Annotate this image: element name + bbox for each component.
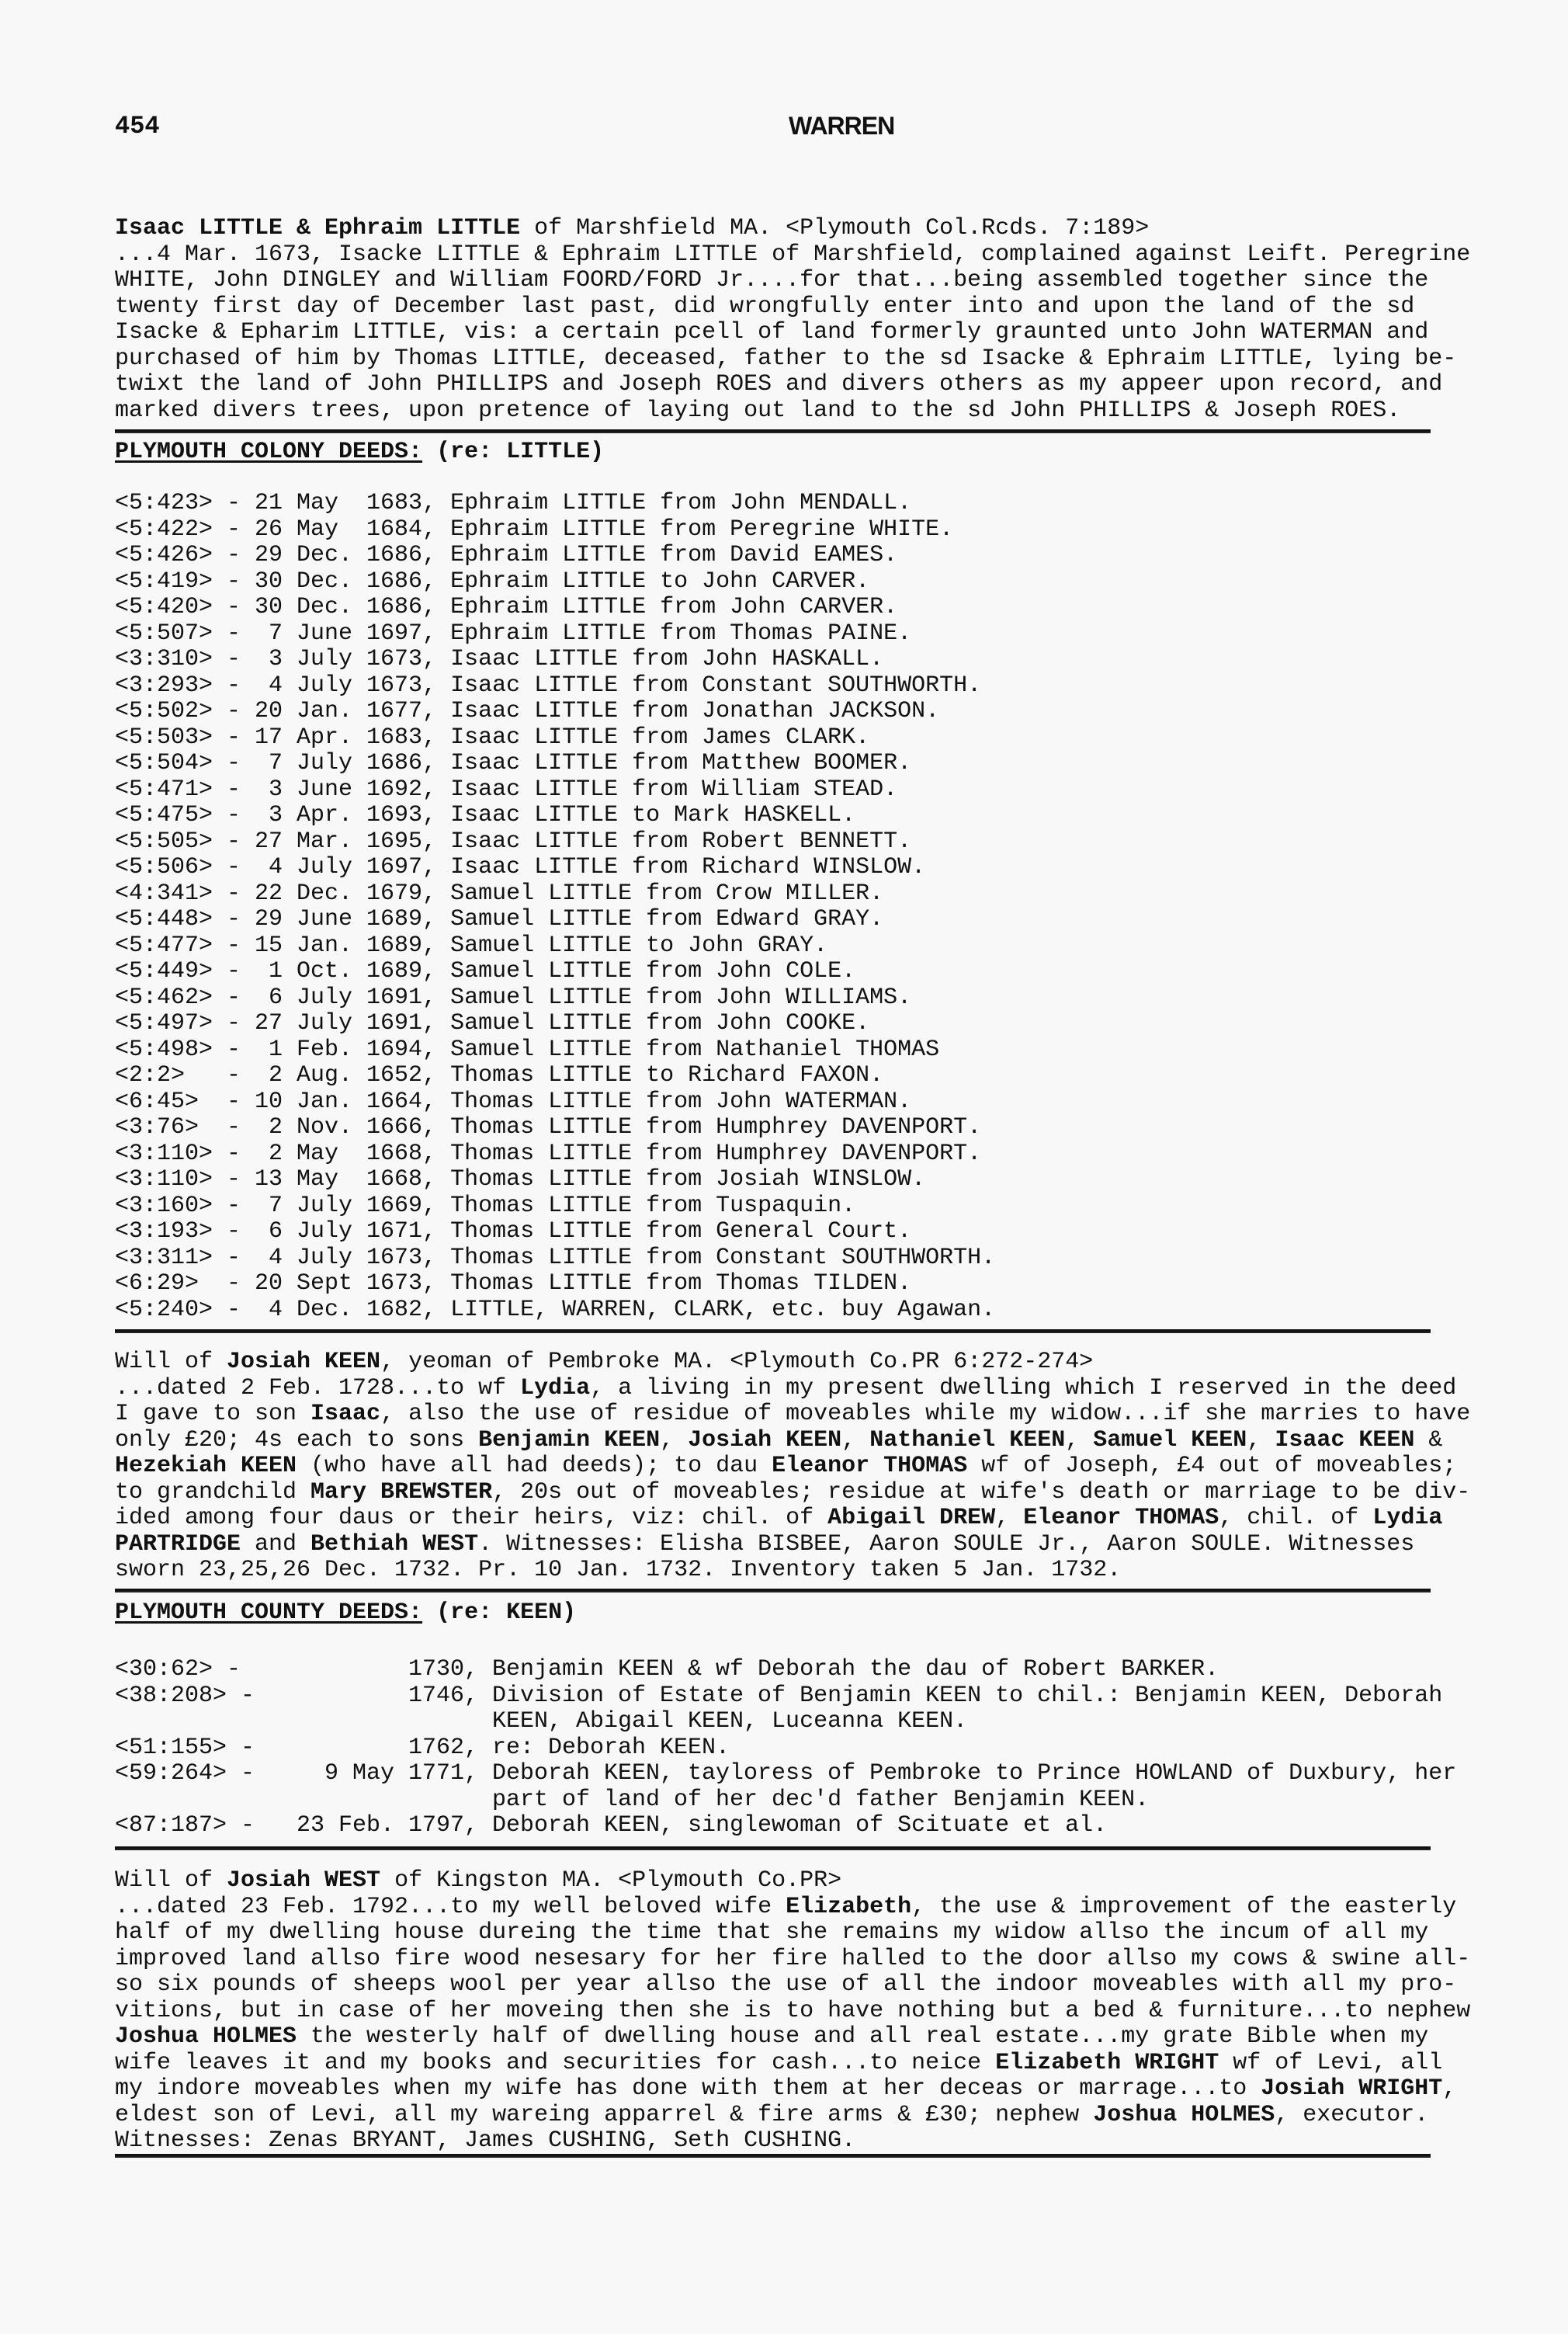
county-deeds-list bbox=[115, 1656, 1457, 1839]
will-text-line bbox=[115, 1374, 1457, 1402]
colony-deed-entry: <5:471> - 3 June 1692, Isaac LITTLE from William STEAD. bbox=[115, 776, 898, 803]
will-text-line bbox=[115, 1349, 1442, 1376]
deed-reference: <51:155> - bbox=[115, 1734, 255, 1761]
section-divider bbox=[115, 1329, 1431, 1333]
text-segment: . Witnesses: Elisha BISBEE, Aaron SOULE Jr., Aaron SOULE. Witnesses bbox=[478, 1530, 1415, 1558]
text-segment: ...dated 2 Feb. 1728...to wf bbox=[115, 1374, 521, 1401]
bold-name: Josiah WEST bbox=[227, 1867, 381, 1894]
bold-name: Joshua HOLMES bbox=[1093, 2101, 1275, 2128]
county-deeds-heading-subject: (re: KEEN) bbox=[422, 1599, 577, 1626]
will-text-line bbox=[115, 1868, 1442, 1895]
colony-deed-entry: <5:475> - 3 Apr. 1693, Isaac LITTLE to Mark HASKELL. bbox=[115, 802, 856, 828]
deed-year: 1746, bbox=[408, 1682, 479, 1709]
colony-deeds-heading-label: PLYMOUTH COLONY DEEDS: bbox=[115, 439, 423, 465]
bold-name: Abigail DREW bbox=[827, 1505, 996, 1531]
will-text-line bbox=[115, 2075, 1457, 2103]
bold-name: Isaac KEEN bbox=[1275, 1426, 1415, 1454]
deed-year: 1730, bbox=[408, 1656, 479, 1683]
colony-record-section bbox=[115, 215, 1471, 424]
text-segment: , chil. of bbox=[1219, 1505, 1373, 1531]
colony-deed-entry: <5:462> - 6 July 1691, Samuel LITTLE from John WILLIAMS. bbox=[115, 984, 912, 1011]
colony-deed-entry: <3:311> - 4 July 1673, Thomas LITTLE from Constant SOUTHWORTH. bbox=[115, 1244, 996, 1271]
bold-name: PARTRIDGE bbox=[115, 1530, 241, 1558]
colony-deed-entry: <6:45> - 10 Jan. 1664, Thomas LITTLE from John WATERMAN. bbox=[115, 1088, 912, 1115]
text-segment: only £20; 4s each to sons bbox=[115, 1426, 479, 1454]
deed-description: re: Deborah KEEN. bbox=[492, 1734, 730, 1761]
colony-deed-entry: <3:160> - 7 July 1669, Thomas LITTLE from Tuspaquin. bbox=[115, 1192, 856, 1219]
county-deed-continuation bbox=[115, 1709, 1442, 1735]
bold-name: Nathaniel KEEN bbox=[869, 1426, 1066, 1454]
colony-deed-entry: <3:76> - 2 Nov. 1666, Thomas LITTLE from Humphrey DAVENPORT. bbox=[115, 1114, 982, 1141]
colony-deed-entry: <5:423> - 21 May 1683, Ephraim LITTLE from John MENDALL. bbox=[115, 490, 912, 516]
section-divider bbox=[115, 1846, 1431, 1850]
colony-deed-entry: <3:110> - 13 May 1668, Thomas LITTLE from Josiah WINSLOW. bbox=[115, 1166, 926, 1193]
deed-reference: <87:187> - bbox=[115, 1812, 255, 1839]
section-divider bbox=[115, 429, 1431, 433]
record-text-line: purchased of him by Thomas LITTLE, deceased, father to the sd Isacke & Ephraim LITTLE, lying be- bbox=[115, 345, 1457, 372]
text-segment: Will of bbox=[115, 1349, 227, 1375]
text-segment: , the use & improvement of the easterly bbox=[911, 1893, 1457, 1920]
will-text-line bbox=[115, 1428, 1442, 1454]
deed-description: Deborah KEEN, tayloress of Pembroke to Prince HOWLAND of Duxbury, her bbox=[492, 1760, 1457, 1787]
colony-deed-entry: <3:293> - 4 July 1673, Isaac LITTLE from Constant SOUTHWORTH. bbox=[115, 672, 982, 699]
text-segment: (who have all had deeds); to dau bbox=[297, 1453, 772, 1479]
bold-name: Hezekiah KEEN bbox=[115, 1453, 297, 1479]
bold-name: Mary BREWSTER bbox=[310, 1478, 493, 1506]
record-text-line: ...4 Mar. 1673, Isacke LITTLE & Ephraim LITTLE of Marshfield, complained against Leift. Peregrine bbox=[115, 241, 1471, 268]
text-segment: Witnesses: Zenas BRYANT, James CUSHING, Seth CUSHING. bbox=[115, 2127, 856, 2154]
section-divider bbox=[115, 2154, 1431, 2158]
text-segment: I gave to son bbox=[115, 1401, 311, 1427]
text-segment: ...dated 23 Feb. 1792...to my well beloved wife bbox=[115, 1893, 786, 1920]
record-text-line: twixt the land of John PHILLIPS and Joseph ROES and divers others as my appeer upon record, and bbox=[115, 371, 1443, 398]
colony-deed-entry: <5:240> - 4 Dec. 1682, LITTLE, WARREN, CLARK, etc. buy Agawan. bbox=[115, 1296, 996, 1323]
deed-reference: <38:208> - bbox=[115, 1682, 255, 1709]
bold-name: Elizabeth bbox=[786, 1893, 912, 1920]
colony-deed-entry: <5:505> - 27 Mar. 1695, Isaac LITTLE from Robert BENNETT. bbox=[115, 828, 912, 855]
colony-deed-entry: <5:502> - 20 Jan. 1677, Isaac LITTLE from Jonathan JACKSON. bbox=[115, 698, 940, 724]
bold-name: Lydia bbox=[520, 1374, 591, 1401]
colony-deed-entry: <5:449> - 1 Oct. 1689, Samuel LITTLE from John COLE. bbox=[115, 958, 856, 985]
text-segment: , bbox=[660, 1426, 689, 1454]
record-text-line: twenty first day of December last past, did wrongfully enter into and upon the land of the sd bbox=[115, 293, 1415, 320]
deed-description: Division of Estate of Benjamin KEEN to chil.: Benjamin KEEN, Deborah bbox=[492, 1682, 1443, 1709]
colony-deed-entry: <5:448> - 29 June 1689, Samuel LITTLE from Edward GRAY. bbox=[115, 906, 884, 933]
colony-deed-entry: <5:420> - 30 Dec. 1686, Ephraim LITTLE from John CARVER. bbox=[115, 594, 898, 620]
bold-name: Bethiah WEST bbox=[310, 1530, 479, 1558]
text-segment: eldest son of Levi, all my wareing apparrel & fire arms & £30; nephew bbox=[115, 2101, 1094, 2128]
will-josiah-west bbox=[115, 1867, 1471, 2155]
colony-deed-entry: <5:503> - 17 Apr. 1683, Isaac LITTLE from James CLARK. bbox=[115, 724, 870, 751]
page-number: 454 bbox=[115, 112, 160, 141]
colony-deeds-heading-subject: (re: LITTLE) bbox=[422, 439, 605, 465]
will-text-line bbox=[115, 1945, 1471, 1973]
county-deeds-heading bbox=[115, 1600, 576, 1627]
colony-deed-entry: <5:497> - 27 July 1691, Samuel LITTLE from John COOKE. bbox=[115, 1010, 870, 1037]
colony-deeds-heading bbox=[115, 439, 604, 466]
text-segment: & bbox=[1414, 1426, 1443, 1454]
colony-deed-entry: <5:419> - 30 Dec. 1686, Ephraim LITTLE to John CARVER. bbox=[115, 568, 870, 595]
deed-description: Benjamin KEEN & wf Deborah the dau of Robert BARKER. bbox=[492, 1656, 1219, 1683]
deed-reference: <59:264> - bbox=[115, 1760, 255, 1787]
county-deed-continuation bbox=[115, 1787, 1442, 1814]
county-deed-entry bbox=[115, 1683, 1442, 1710]
record-text-line: Isacke & Epharim LITTLE, vis: a certain pcell of land formerly graunted unto John WATERMAN and bbox=[115, 319, 1429, 346]
will-text-line bbox=[115, 1971, 1457, 1999]
bold-name: Joshua HOLMES bbox=[115, 2023, 297, 2050]
will-text-line bbox=[115, 1506, 1442, 1532]
will-josiah-keen bbox=[115, 1349, 1471, 1584]
colony-deed-entry: <5:477> - 15 Jan. 1689, Samuel LITTLE to John GRAY. bbox=[115, 932, 828, 959]
colony-deed-entry: <5:498> - 1 Feb. 1694, Samuel LITTLE from Nathaniel THOMAS bbox=[115, 1036, 940, 1063]
colony-deed-entry: <3:110> - 2 May 1668, Thomas LITTLE from Humphrey DAVENPORT. bbox=[115, 1140, 982, 1167]
text-segment: ided among four daus or their heirs, viz: chil. of bbox=[115, 1505, 828, 1531]
text-segment: , bbox=[1247, 1426, 1275, 1454]
text-segment: Will of bbox=[115, 1867, 227, 1894]
will-text-line bbox=[115, 1478, 1471, 1506]
text-segment: , bbox=[1065, 1426, 1094, 1454]
text-segment: , yeoman of Pembroke MA. <Plymouth Co.PR 6:272-274> bbox=[380, 1349, 1094, 1375]
deed-description: Deborah KEEN, singlewoman of Scituate et al. bbox=[492, 1812, 1108, 1839]
text-segment: wife leaves it and my books and securities for cash...to neice bbox=[115, 2049, 996, 2076]
county-deed-entry bbox=[115, 1760, 1457, 1787]
colony-deed-entry: <5:507> - 7 June 1697, Ephraim LITTLE from Thomas PAINE. bbox=[115, 620, 912, 647]
text-segment: sworn 23,25,26 Dec. 1732. Pr. 10 Jan. 1732. Inventory taken 5 Jan. 1732. bbox=[115, 1557, 1122, 1583]
will-text-line bbox=[115, 2024, 1442, 2051]
deed-year: 1762, bbox=[408, 1734, 479, 1761]
county-deeds-heading-label: PLYMOUTH COUNTY DEEDS: bbox=[115, 1599, 423, 1626]
text-segment: , bbox=[1442, 2075, 1457, 2102]
colony-deed-entry: <3:193> - 6 July 1671, Thomas LITTLE from General Court. bbox=[115, 1218, 912, 1245]
deed-date: 23 Feb. bbox=[296, 1812, 394, 1839]
record-title-source: of Marshfield MA. <Plymouth Col.Rcds. 7:189> bbox=[520, 215, 1150, 241]
will-text-line bbox=[115, 1893, 1457, 1921]
deed-reference: <30:62> - bbox=[115, 1656, 241, 1683]
will-text-line bbox=[115, 2128, 1442, 2155]
will-text-line bbox=[115, 1920, 1442, 1947]
text-segment: so six pounds of sheeps wool per year allso the use of all the indoor moveables with all my pro- bbox=[115, 1971, 1457, 1998]
will-text-line bbox=[115, 2051, 1442, 2077]
text-segment: , executor. bbox=[1275, 2101, 1429, 2128]
text-segment: , a living in my present dwelling which I reserved in the deed bbox=[590, 1374, 1457, 1401]
county-deed-entry bbox=[115, 1735, 1442, 1762]
page-header-title: WARREN bbox=[789, 112, 895, 140]
will-text-line bbox=[115, 2103, 1442, 2129]
colony-deeds-list bbox=[115, 491, 1442, 1323]
county-deed-entry bbox=[115, 1813, 1442, 1839]
bold-name: Josiah KEEN bbox=[227, 1349, 381, 1375]
bold-name: Josiah WRIGHT bbox=[1261, 2075, 1443, 2102]
colony-deed-entry: <5:506> - 4 July 1697, Isaac LITTLE from Richard WINSLOW. bbox=[115, 854, 926, 880]
colony-deed-entry: <2:2> - 2 Aug. 1652, Thomas LITTLE to Richard FAXON. bbox=[115, 1062, 884, 1089]
will-text-line bbox=[115, 1997, 1471, 2025]
will-text-line bbox=[115, 1401, 1471, 1428]
record-text-line: marked divers trees, upon pretence of laying out land to the sd John PHILLIPS & Joseph ROES. bbox=[115, 397, 1401, 424]
bold-name: Lydia bbox=[1372, 1505, 1443, 1531]
colony-record-title bbox=[115, 216, 1442, 242]
bold-name: Samuel KEEN bbox=[1093, 1426, 1247, 1454]
deed-year: 1797, bbox=[408, 1812, 479, 1839]
will-text-line bbox=[115, 1532, 1442, 1558]
text-segment: , bbox=[841, 1426, 870, 1454]
bold-name: Elizabeth WRIGHT bbox=[995, 2049, 1219, 2076]
text-segment: the westerly half of dwelling house and all real estate...my grate Bible when my bbox=[297, 2023, 1429, 2050]
record-title-names: Isaac LITTLE & Ephraim LITTLE bbox=[115, 215, 521, 241]
section-divider bbox=[115, 1589, 1431, 1592]
text-segment: , also the use of residue of moveables while my widow...if she marries to have bbox=[380, 1401, 1471, 1427]
colony-deed-entry: <3:310> - 3 July 1673, Isaac LITTLE from John HASKALL. bbox=[115, 646, 884, 672]
will-text-line bbox=[115, 1453, 1457, 1480]
colony-deed-entry: <5:504> - 7 July 1686, Isaac LITTLE from Matthew BOOMER. bbox=[115, 750, 912, 776]
text-segment: wf of Joseph, £4 out of moveables; bbox=[967, 1453, 1457, 1479]
county-deed-entry bbox=[115, 1657, 1442, 1683]
colony-deed-entry: <5:426> - 29 Dec. 1686, Ephraim LITTLE from David EAMES. bbox=[115, 542, 898, 568]
deed-description-continued: KEEN, Abigail KEEN, Luceanna KEEN. bbox=[492, 1708, 968, 1735]
text-segment: , 20s out of moveables; residue at wife's death or marriage to be div- bbox=[492, 1478, 1471, 1506]
colony-deed-entry: <5:422> - 26 May 1684, Ephraim LITTLE from Peregrine WHITE. bbox=[115, 516, 954, 543]
bold-name: Eleanor THOMAS bbox=[1023, 1505, 1219, 1531]
text-segment: and bbox=[241, 1530, 311, 1558]
text-segment: of Kingston MA. <Plymouth Co.PR> bbox=[380, 1867, 842, 1894]
text-segment: my indore moveables when my wife has done with them at her deceas or marrage...to bbox=[115, 2075, 1261, 2102]
deed-description-continued: part of land of her dec'd father Benjamin KEEN. bbox=[492, 1786, 1150, 1813]
bold-name: Benjamin KEEN bbox=[478, 1426, 661, 1454]
colony-deed-entry: <4:341> - 22 Dec. 1679, Samuel LITTLE from Crow MILLER. bbox=[115, 880, 884, 907]
bold-name: Isaac bbox=[310, 1401, 381, 1427]
deed-date: 9 May bbox=[324, 1760, 394, 1787]
bold-name: Eleanor THOMAS bbox=[772, 1453, 968, 1479]
text-segment: to grandchild bbox=[115, 1478, 311, 1506]
record-text-line: WHITE, John DINGLEY and William FOORD/FORD Jr....for that...being assembled together since the bbox=[115, 267, 1429, 293]
bold-name: Josiah KEEN bbox=[688, 1426, 842, 1454]
deed-year: 1771, bbox=[408, 1760, 479, 1787]
colony-deed-entry: <6:29> - 20 Sept 1673, Thomas LITTLE from Thomas TILDEN. bbox=[115, 1270, 912, 1297]
text-segment: improved land allso fire wood nesesary for her fire halled to the door allso my cows & swine all- bbox=[115, 1945, 1471, 1972]
text-segment: half of my dwelling house dureing the time that she remains my widow allso the incum of all my bbox=[115, 1919, 1429, 1946]
text-segment: wf of Levi, all bbox=[1219, 2049, 1443, 2076]
will-text-line bbox=[115, 1558, 1442, 1584]
text-segment: , bbox=[995, 1505, 1024, 1531]
text-segment: vitions, but in case of her moveing then she is to have nothing but a bed & furniture...to nephew bbox=[115, 1997, 1471, 2024]
